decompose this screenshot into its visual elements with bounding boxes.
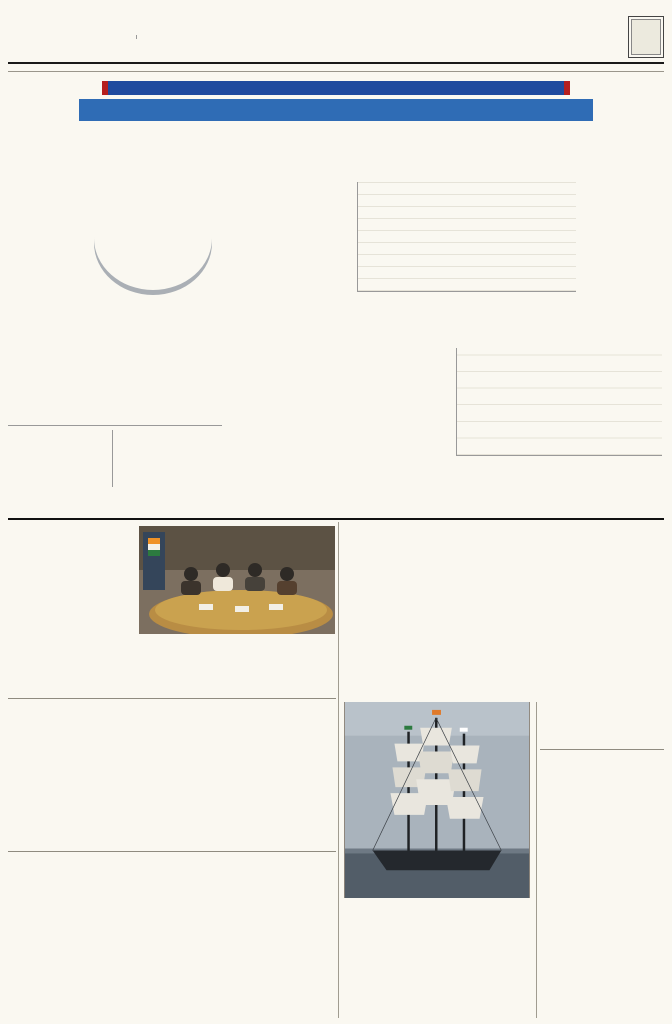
navy-ship-photo xyxy=(344,702,530,898)
article-waqf-continuation xyxy=(572,705,664,751)
page-number xyxy=(628,16,664,58)
q4-question-block xyxy=(584,198,666,200)
article-delhi xyxy=(8,523,336,695)
survey-banner xyxy=(108,81,564,95)
q3-row-cannot-say xyxy=(115,430,334,443)
article-body xyxy=(540,757,664,949)
q2-bars xyxy=(8,302,222,425)
article-body xyxy=(344,931,532,975)
survey-charts xyxy=(0,172,672,517)
article-divider xyxy=(8,698,336,699)
article-divider xyxy=(540,749,664,750)
q3-bar-chart xyxy=(112,430,334,487)
q5-question-block xyxy=(340,340,434,342)
article-body xyxy=(344,525,664,673)
page-title xyxy=(136,35,620,39)
q2-question-block xyxy=(230,330,328,332)
column-rule xyxy=(536,702,537,1018)
q1-question-block xyxy=(6,186,92,188)
q5-bar-chart xyxy=(438,330,664,464)
q4-bar-chart xyxy=(338,174,578,306)
q5-bars xyxy=(457,348,662,455)
delhi-photo-figure xyxy=(139,526,335,665)
article-body xyxy=(8,859,336,975)
q3-row-no xyxy=(115,449,334,462)
column-rule xyxy=(338,522,339,1018)
article-divider xyxy=(8,851,336,852)
article-waqf xyxy=(344,522,664,700)
article-body xyxy=(8,706,336,814)
survey-intro xyxy=(8,127,664,171)
q4-y-axis xyxy=(338,180,354,292)
masthead xyxy=(8,12,664,64)
article-body xyxy=(8,529,132,665)
q4-bars xyxy=(358,182,576,291)
navy-photo-figure xyxy=(344,702,530,900)
article-congress xyxy=(8,856,336,1018)
q5-y-axis xyxy=(438,346,453,456)
q3-row-yes xyxy=(115,468,334,481)
survey-headline-banner xyxy=(79,99,593,121)
delhi-meeting-photo xyxy=(139,526,335,634)
q3-question-block xyxy=(6,434,106,436)
article-eu xyxy=(540,754,664,1018)
q1-pie-chart xyxy=(94,186,212,290)
section-divider xyxy=(8,518,664,520)
article-sanchar xyxy=(344,928,532,1018)
article-maoists xyxy=(8,703,336,847)
website-url xyxy=(8,68,664,72)
